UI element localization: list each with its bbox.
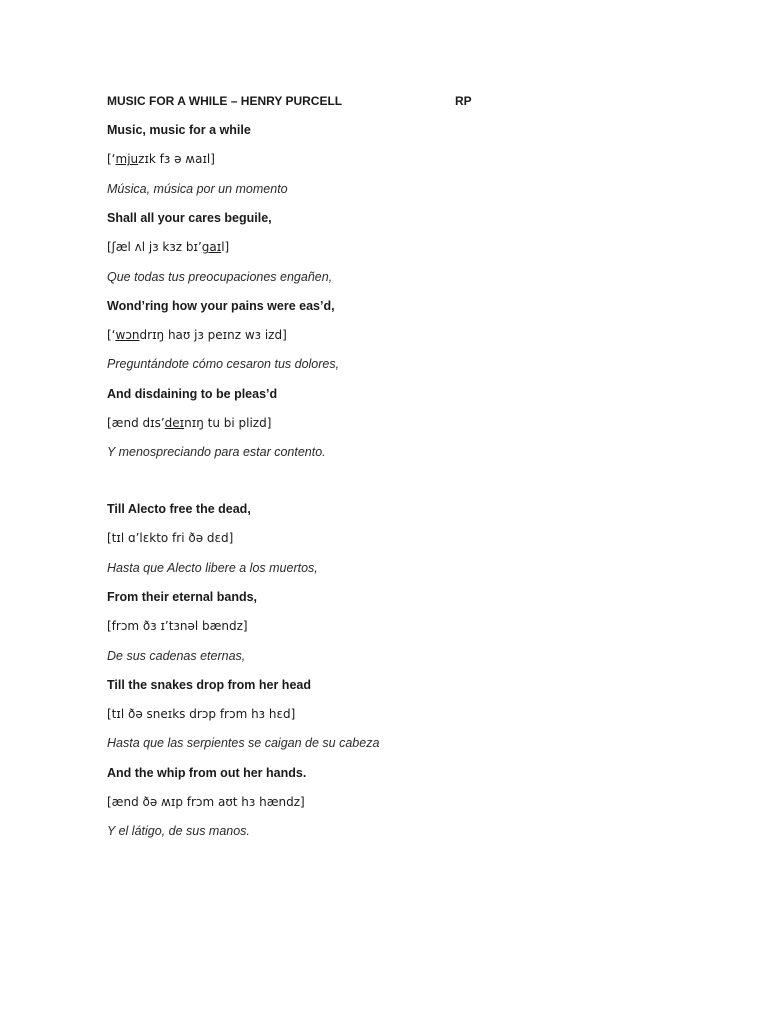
ipa-segment: [tɪl ðə sneɪks drɔp frɔm hɜ hɛd] <box>107 707 296 722</box>
spanish-translation: Y menospreciando para estar contento. <box>107 445 326 460</box>
spanish-translation: Preguntándote cómo cesaron tus dolores, <box>107 357 340 372</box>
ipa-segment: nɪŋ tu bi plizd] <box>184 416 272 430</box>
document-header <box>107 92 507 110</box>
ipa-transcription <box>107 414 271 432</box>
lyric-line: Till the snakes drop from her head <box>107 677 311 692</box>
ipa-transcription <box>107 793 305 811</box>
spanish-translation: Que todas tus preocupaciones engañen, <box>107 269 333 284</box>
stressed-syllable: deɪ <box>164 416 185 430</box>
song-title: MUSIC FOR A WHILE – HENRY PURCELL <box>107 94 343 108</box>
lyric-line: From their eternal bands, <box>107 589 258 604</box>
lyric-line: And disdaining to be pleas’d <box>107 386 278 401</box>
stressed-syllable: wɔn <box>115 328 140 343</box>
lyric-line: And the whip from out her hands. <box>107 765 307 780</box>
spanish-translation: Música, música por un momento <box>107 181 288 196</box>
ipa-segment: [‘ <box>107 328 116 343</box>
ipa-transcription <box>107 238 229 256</box>
spanish-translation: Y el látigo, de sus manos. <box>107 824 250 839</box>
ipa-transcription <box>107 326 287 344</box>
ipa-segment: [ænd ðə ʍɪp frɔm aʊt hɜ hændz] <box>107 795 305 809</box>
ipa-transcription <box>107 529 233 547</box>
lyric-line: Shall all your cares beguile, <box>107 210 272 225</box>
stressed-syllable: gaɪ <box>201 240 222 255</box>
lyric-line: Music, music for a while <box>107 123 251 137</box>
ipa-transcription <box>107 150 215 168</box>
ipa-transcription <box>107 705 295 723</box>
spanish-translation: De sus cadenas eternas, <box>107 648 246 663</box>
ipa-segment: [ʃæl ʌl jɜ kɜz bɪ’ <box>107 240 202 255</box>
lyric-line: Till Alecto free the dead, <box>107 502 251 516</box>
ipa-segment: [‘ <box>107 152 116 167</box>
stressed-syllable: mju <box>115 152 139 167</box>
ipa-segment: [ænd dɪs’ <box>107 416 165 430</box>
spanish-translation: Hasta que las serpientes se caigan de su cabeza <box>107 736 380 751</box>
ipa-segment: zɪk fɜ ə ʍaɪl] <box>138 152 215 167</box>
ipa-segment: drɪŋ haʊ jɜ peɪnz wɜ izd] <box>139 328 287 343</box>
ipa-segment: l] <box>221 240 230 255</box>
spanish-translation: Hasta que Alecto libere a los muertos, <box>107 560 318 575</box>
pronunciation-tag: RP <box>455 94 472 108</box>
ipa-segment: [frɔm ðɜ ɪ’tɜnəl bændz] <box>107 619 248 634</box>
lyric-line: Wond’ring how your pains were eas’d, <box>107 298 335 313</box>
ipa-transcription <box>107 617 248 635</box>
ipa-segment: [tɪl ɑ’lɛkto fri ðə dɛd] <box>107 531 234 546</box>
